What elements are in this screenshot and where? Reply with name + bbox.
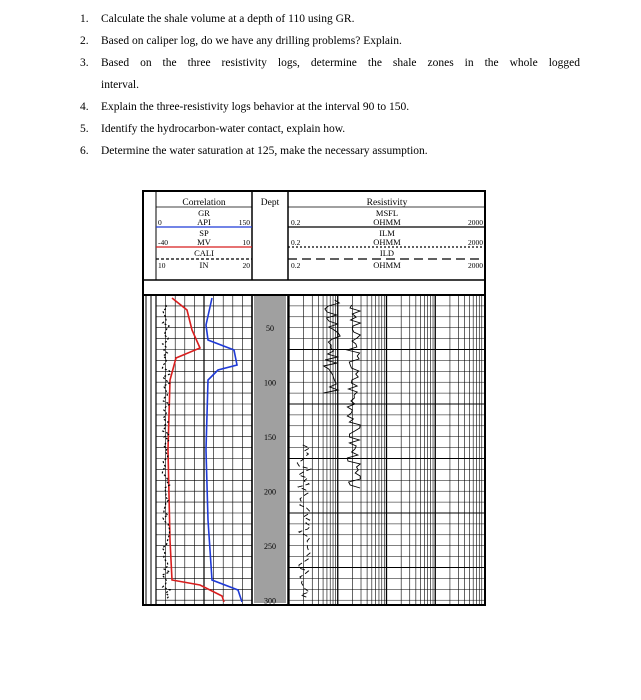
sp-min: -40 [158, 238, 168, 247]
correlation-title: Correlation [182, 198, 226, 208]
gr-min: 0 [158, 218, 162, 227]
question-number: 4. [80, 101, 89, 113]
question-item [80, 8, 580, 30]
ilm-min: 0.2 [291, 238, 301, 247]
depth-label: 300 [264, 596, 276, 606]
depth-label: 200 [264, 487, 276, 497]
question-item [80, 140, 580, 162]
msfl-min: 0.2 [291, 218, 301, 227]
cali-max: 20 [242, 261, 250, 270]
question-text-continued: interval. [101, 79, 139, 91]
ild-max: 2000 [468, 261, 483, 270]
msfl-unit: OHMM [373, 217, 401, 227]
ilm-label: ILM [379, 228, 395, 238]
ild-unit: OHMM [373, 260, 401, 270]
resistivity-title: Resistivity [366, 198, 408, 208]
question-text: Determine the water saturation at 125, make the necessary assumption. [101, 145, 428, 157]
depth-label: 150 [264, 433, 276, 442]
ild-label: ILD [379, 248, 395, 258]
ilm-unit: OHMM [373, 237, 401, 247]
sp-unit: MV [197, 237, 211, 247]
cali-unit: IN [199, 260, 209, 270]
question-text: Calculate the shale volume at a depth of 110 using GR. [101, 13, 355, 25]
depth-title: Dept [260, 198, 280, 208]
question-number: 3. [80, 57, 89, 69]
msfl-label: MSFL [375, 208, 399, 218]
sp-max: 10 [242, 238, 250, 247]
ild-min: 0.2 [291, 261, 301, 270]
depth-track [254, 296, 286, 603]
ilm-max: 2000 [468, 238, 483, 247]
question-item [80, 30, 580, 52]
sp-label: SP [199, 228, 209, 238]
depth-label: 50 [266, 324, 274, 333]
depth-label: 100 [264, 378, 276, 388]
well-log-figure [142, 190, 487, 608]
cali-label: CALI [194, 248, 214, 258]
question-number: 5. [80, 123, 89, 135]
question-item [80, 52, 580, 96]
question-item [80, 96, 580, 118]
question-text: Based on the three resistivity logs, determine the shale zones in the whole logged [101, 57, 580, 69]
question-list [80, 8, 580, 162]
depth-label: 250 [264, 542, 276, 551]
msfl-max: 2000 [468, 218, 483, 227]
question-number: 1. [80, 13, 89, 25]
gr-unit: API [197, 217, 211, 227]
question-number: 6. [80, 145, 89, 157]
question-text: Identify the hydrocarbon-water contact, explain how. [101, 123, 346, 135]
question-number: 2. [80, 35, 89, 47]
gr-max: 150 [238, 218, 250, 227]
question-item [80, 118, 580, 140]
question-text: Explain the three-resistivity logs behavior at the interval 90 to 150. [101, 101, 410, 113]
cali-min: 10 [158, 261, 166, 270]
question-text: Based on caliper log, do we have any drilling problems? Explain. [101, 35, 402, 47]
gr-label: GR [198, 208, 210, 218]
